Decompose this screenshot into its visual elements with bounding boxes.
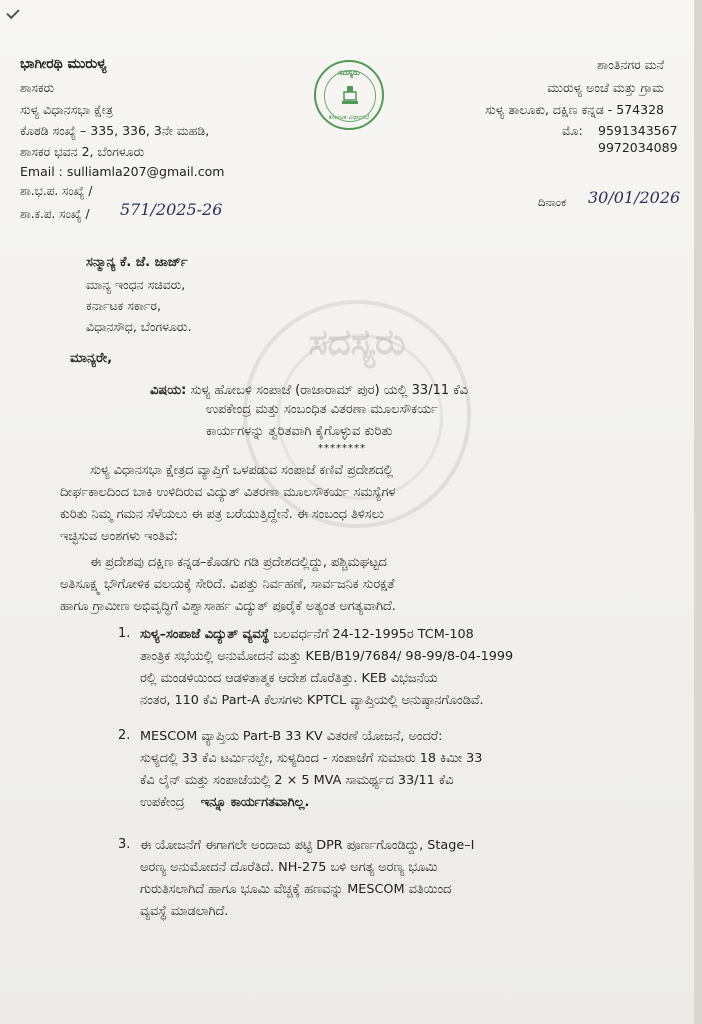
reference-1: ಶಾ.ಭ.ಪ. ಸಂಖ್ಯೆ /: [20, 184, 93, 198]
addressee-government: ಕರ್ನಾಟಕ ಸರ್ಕಾರ,: [86, 298, 161, 313]
item-3-number: 3.: [118, 837, 131, 852]
mla-constituency: ಸುಳ್ಯ ವಿಧಾನಸಭಾ ಕ್ಷೇತ್ರ: [20, 102, 113, 117]
item-2-line-3: ಕೆವಿ ಲೈನ್ ಮತ್ತು ಸಂಪಾಜೆಯಲ್ಲಿ 2 × 5 MVA ಸಾಮರ್ಥ್ಯದ 33/11 ಕೆವಿ: [140, 773, 454, 788]
addressee-location: ವಿಧಾನಸೌಧ, ಬೆಂಗಳೂರು.: [86, 319, 192, 334]
residence-village: ಮುರುಳ್ಯ ಅಂಚೆ ಮತ್ತು ಗ್ರಾಮ: [547, 80, 664, 95]
residence-label: ಶಾಂತಿನಗರ ಮನೆ: [596, 57, 664, 72]
paragraph-1-line-1: ಸುಳ್ಯ ವಿಧಾನಸಭಾ ಕ್ಷೇತ್ರದ ವ್ಯಾಪ್ತಿಗೆ ಒಳಪಡುವ ಸಂಪಾಜೆ ಕಣಿವೆ ಪ್ರದೇಶದಲ್ಲಿ: [90, 463, 394, 478]
subject-text-1: ಸುಳ್ಯ ಹೋಬಳಿ ಸಂಪಾಜೆ (ರಾಜಾರಾಮ್ ಪುರ) ಯಲ್ಲಿ 33/11 ಕೆವಿ: [186, 383, 469, 398]
seal-top-text: ಸದಸ್ಯರು: [338, 68, 360, 77]
date-handwritten: 30/01/2026: [588, 188, 681, 207]
item-1-line-3: ರಲ್ಲಿ ಮಂಡಳಿಯಿಂದ ಆಡಳಿತಾತ್ಮಕ ಆದೇಶ ದೊರೆತಿತ್ತು. KEB ವಿಭಜನೆಯ: [140, 671, 438, 686]
reference-2: ಶಾ.ಕ.ಪ. ಸಂಖ್ಯೆ /: [20, 207, 90, 221]
paragraph-1-line-2: ದೀರ್ಘಕಾಲದಿಂದ ಬಾಕಿ ಉಳಿದಿರುವ ವಿದ್ಯುತ್ ವಿತರಣಾ ಮೂಲಸೌಕರ್ಯ ಸಮಸ್ಯೆಗಳ: [60, 485, 396, 500]
item-1-line-1: [140, 624, 474, 646]
mla-building: ಶಾಸಕರ ಭವನ 2, ಬೆಂಗಳೂರು: [20, 144, 145, 159]
paragraph-2-line-1: ಈ ಪ್ರದೇಶವು ದಕ್ಷಿಣ ಕನ್ನಡ–ಕೊಡಗು ಗಡಿ ಪ್ರದೇಶದಲ್ಲಿದ್ದು, ಪಶ್ಚಿಮಘಟ್ಟದ: [90, 555, 387, 570]
residence-taluk: ಸುಳ್ಯ ತಾಲೂಕು, ದಕ್ಷಿಣ ಕನ್ನಡ - 574328: [485, 102, 664, 117]
phone-2: 9972034089: [598, 140, 678, 155]
item-1-line-1-rest: ಬಲವರ್ಧನೆಗೆ 24-12-1995ರ TCM-108: [269, 627, 474, 642]
check-icon: [4, 6, 20, 22]
item-3-line-3: ಗುರುತಿಸಲಾಗಿದೆ ಹಾಗೂ ಭೂಮಿ ವೆಚ್ಚಕ್ಕೆ ಹಣವನ್ನು MESCOM ವತಿಯಿಂದ: [140, 882, 452, 897]
item-2-line-4: [140, 792, 309, 814]
seal-bottom-text: ಕರ್ನಾಟಕ ವಿಧಾನಸಭೆ: [328, 114, 370, 121]
reference-number-handwritten: 571/2025-26: [120, 200, 223, 219]
email-label: Email :: [20, 164, 63, 179]
subject-line-1: [150, 380, 468, 401]
subject-label: ವಿಷಯ:: [150, 383, 187, 398]
phone-label: ಮೊ:: [562, 123, 583, 138]
watermark-text: ಸದಸ್ಯರು: [308, 322, 406, 363]
addressee-name: ಸನ್ಮಾನ್ಯ ಕೆ. ಜೆ. ಜಾರ್ಜ್: [86, 255, 188, 270]
paragraph-2-line-2: ಅತಿಸೂಕ್ಷ್ಮ ಭೌಗೋಳಿಕ ವಲಯಕ್ಕೆ ಸೇರಿದೆ. ವಿಪತ್ತು ನಿರ್ವಹಣೆ, ಸಾರ್ವಜನಿಕ ಸುರಕ್ಷತೆ: [60, 577, 395, 592]
subject-line-3: ಕಾರ್ಯಗಳನ್ನು ತ್ವರಿತವಾಗಿ ಕೈಗೊಳ್ಳುವ ಕುರಿತು: [206, 424, 393, 439]
item-1-line-2: ತಾಂತ್ರಿಕ ಸಭೆಯಲ್ಲಿ ಅನುಮೋದನೆ ಮತ್ತು KEB/B19/7684/ 98-99/8-04-1999: [140, 649, 514, 664]
paragraph-1-line-3: ಕುರಿತು ನಿಮ್ಮ ಗಮನ ಸೆಳೆಯಲು ಈ ಪತ್ರ ಬರೆಯುತ್ತಿದ್ದೇನೆ. ಈ ಸಂಬಂಧ ತಿಳಿಸಲು: [60, 507, 384, 522]
addressee-designation: ಮಾನ್ಯ ಇಂಧನ ಸಚಿವರು,: [86, 277, 186, 292]
salutation: ಮಾನ್ಯರೇ,: [70, 351, 113, 366]
phone-1: 9591343567: [598, 123, 678, 138]
subject-separator: ********: [318, 443, 366, 454]
paragraph-2-line-3: ಹಾಗೂ ಗ್ರಾಮೀಣ ಅಭಿವೃದ್ಧಿಗೆ ವಿಶ್ವಾಸಾರ್ಹ ವಿದ್ಯುತ್ ಪೂರೈಕೆ ಅತ್ಯಂತ ಅಗತ್ಯವಾಗಿದೆ.: [60, 599, 396, 614]
item-1-number: 1.: [118, 626, 131, 641]
item-2-status: ಇನ್ನೂ ಕಾರ್ಯಗತವಾಗಿಲ್ಲ.: [200, 795, 310, 810]
mla-designation: ಶಾಸಕರು: [20, 80, 55, 95]
paragraph-1-line-4: ಇಚ್ಛಿಸುವ ಅಂಶಗಳು ಇಂತಿವೆ:: [60, 529, 178, 544]
item-1-heading: ಸುಳ್ಯ–ಸಂಪಾಜೆ ವಿದ್ಯುತ್ ವ್ಯವಸ್ಥೆ: [140, 627, 270, 642]
item-2-line-2: ಸುಳ್ಯದಲ್ಲಿ 33 ಕೆವಿ ಟರ್ಮಿನಲ್ಬೇ, ಸುಳ್ಯದಿಂದ - ಸಂಪಾಜೆಗೆ ಸುಮಾರು 18 ಕಿಮೀ 33: [140, 751, 483, 766]
item-2-line-4-start: ಉಪಕೇಂದ್ರ: [140, 795, 185, 810]
item-3-line-2: ಅರಣ್ಯ ಅನುಮೋದನೆ ದೊರೆತಿದೆ. NH-275 ಬಳಿ ಅಗತ್ಯ ಅರಣ್ಯ ಭೂಮಿ: [140, 860, 438, 875]
mla-name: ಭಾಗೀರಥಿ ಮುರುಳ್ಯ: [20, 56, 107, 72]
subject-line-2: ಉಪಕೇಂದ್ರ ಮತ್ತು ಸಂಬಂಧಿತ ವಿತರಣಾ ಮೂಲಸೌಕರ್ಯ: [206, 402, 438, 417]
page-edge: [694, 0, 702, 1024]
item-3-line-4: ವ್ಯವಸ್ಥೆ ಮಾಡಲಾಗಿದೆ.: [140, 904, 229, 919]
item-2-number: 2.: [118, 728, 131, 743]
mla-room: ಕೊಠಡಿ ಸಂಖ್ಯೆ – 335, 336, 3ನೇ ಮಹಡಿ,: [20, 123, 210, 138]
emblem-icon: [341, 84, 359, 106]
item-3-line-1: ಈ ಯೋಜನೆಗೆ ಈಗಾಗಲೇ ಅಂದಾಜು ಪಟ್ಟಿ DPR ಪೂರ್ಣಗೊಂಡಿದ್ದು, Stage–I: [140, 838, 475, 853]
assembly-seal: [314, 60, 384, 130]
mla-email: [20, 161, 224, 182]
email-address: sulliamla207@gmail.com: [66, 164, 225, 179]
item-1-line-4: ನಂತರ, 110 ಕೆವಿ Part-A ಕೆಲಸಗಳು KPTCL ವ್ಯಾಪ್ತಿಯಲ್ಲಿ ಅನುಷ್ಠಾನಗೊಂಡಿವೆ.: [140, 693, 484, 708]
date-label: ದಿನಾಂಕ: [538, 195, 567, 209]
item-2-line-1: MESCOM ವ್ಯಾಪ್ತಿಯ Part-B 33 KV ವಿತರಣೆ ಯೋಜನೆ, ಅಂದರೆ:: [140, 729, 443, 744]
